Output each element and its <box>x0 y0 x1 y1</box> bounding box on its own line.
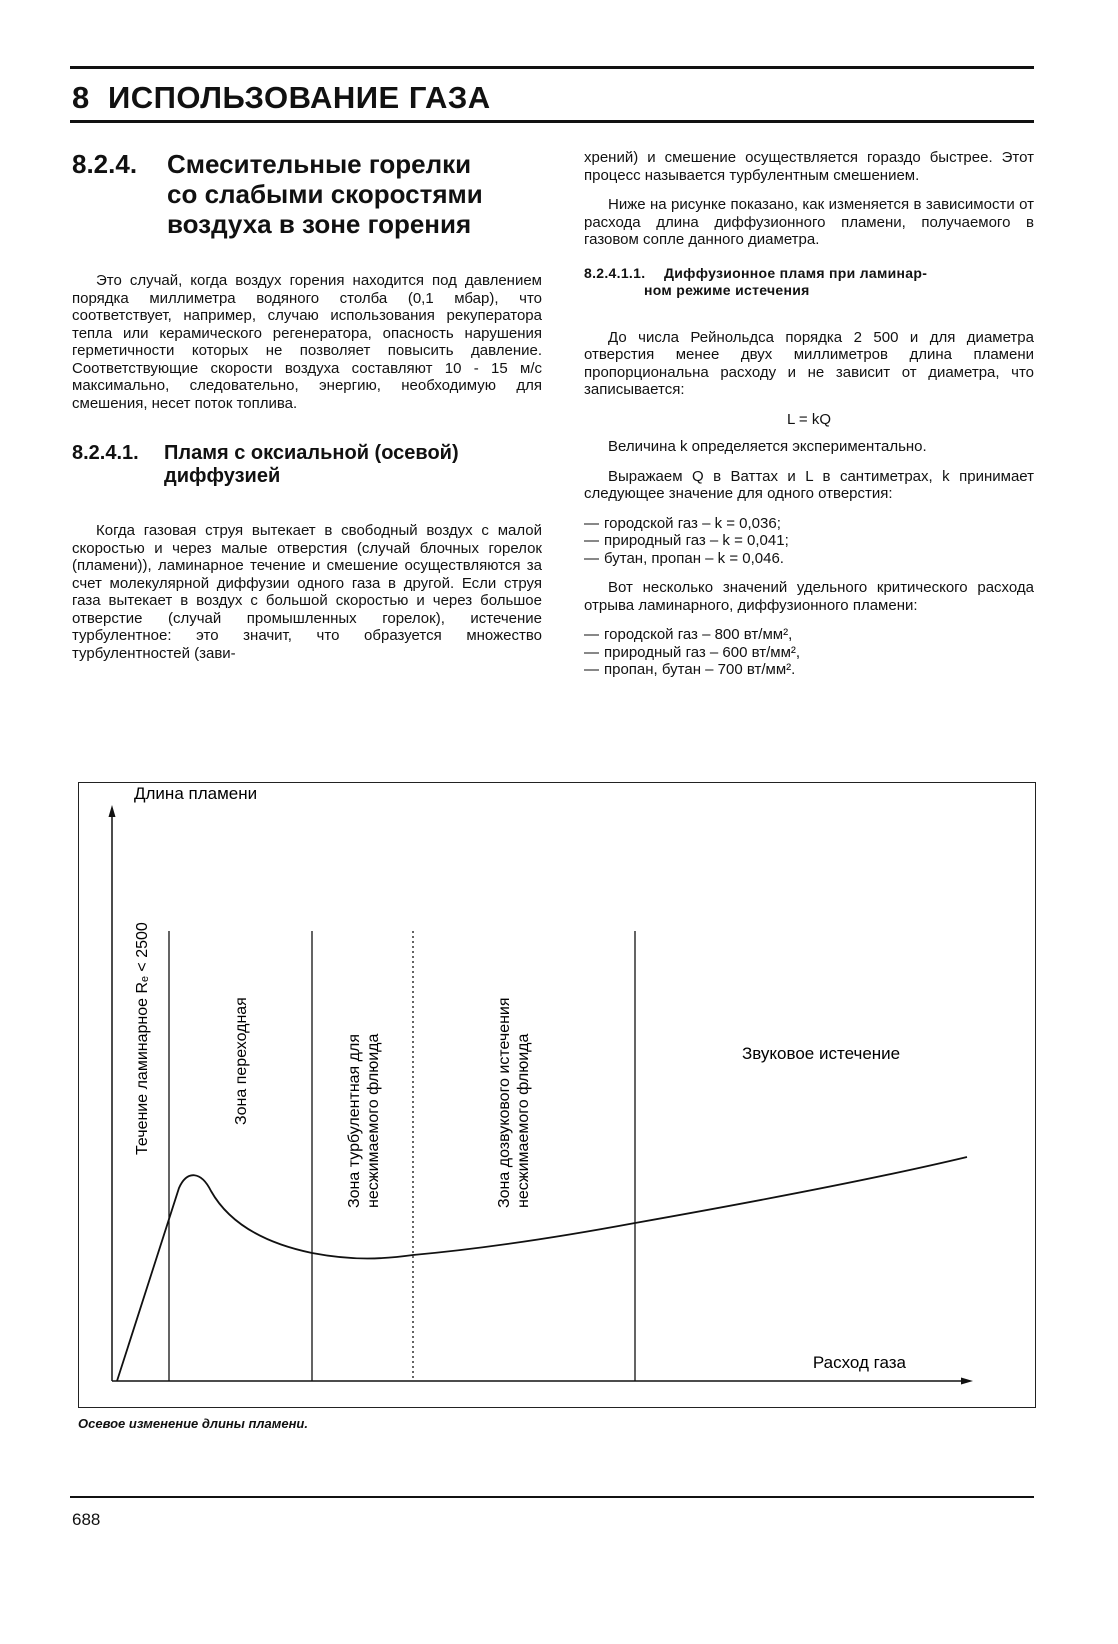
zone-label-laminar: Течение ламинарное Rₑ < 2500 <box>134 922 151 1155</box>
flame-length-diagram <box>79 783 1035 1407</box>
paragraph: Величина k определяется экспериментально. <box>608 438 927 455</box>
list-item: — пропан, бутан – 700 вт/мм². <box>584 661 1034 679</box>
coefficient-list <box>584 515 1034 568</box>
list-item: — бутан, пропан – k = 0,046. <box>584 550 1034 568</box>
section-title-line: со слабыми скоростями <box>167 179 483 209</box>
zone-label-subsonic-line2: несжимаемого флюида <box>515 1033 532 1208</box>
y-axis-label: Длина пламени <box>134 784 258 803</box>
subsubsection-number: 8.2.4.1.1. <box>584 264 646 281</box>
section-heading <box>72 149 542 239</box>
subsubsection-title-line: ном режиме истечения <box>644 281 810 298</box>
subsection-heading <box>72 442 542 488</box>
zone-label-turbulent-line1: Зона турбулентная для <box>346 1033 363 1208</box>
paragraph: хрений) и смешение осуществляется гораздо быстрее. Этот процесс называется турбулентным смешением. <box>584 149 1034 184</box>
zone-label-subsonic-line1: Зона дозвукового истечения <box>496 997 513 1208</box>
top-rule <box>70 66 1034 69</box>
left-column <box>72 272 542 674</box>
section-title <box>167 149 542 239</box>
right-column <box>584 149 1034 691</box>
zone-label-transition: Зона переходная <box>233 997 250 1125</box>
bottom-rule <box>70 1496 1034 1498</box>
section-title-line: воздуха в зоне горения <box>167 209 472 239</box>
list-item: — городской газ – 800 вт/мм², <box>584 626 1034 644</box>
chapter-title: ИСПОЛЬЗОВАНИЕ ГАЗА <box>107 80 491 115</box>
subsection-title-line: диффузией <box>164 465 281 487</box>
subsection-title-line: Пламя с оксиальной (осевой) <box>164 442 459 464</box>
section-number: 8.2.4. <box>72 149 138 179</box>
critical-flow-list <box>584 626 1034 679</box>
zone-label-turbulent-line2: несжимаемого флюида <box>365 1033 382 1208</box>
page-number: 688 <box>72 1510 101 1529</box>
list-item: — природный газ – k = 0,041; <box>584 532 1034 550</box>
subsubsection-heading <box>584 265 1034 299</box>
subsection-number: 8.2.4.1. <box>72 442 139 464</box>
paragraph: Это случай, когда воздух горения находится под давлением порядка миллиметра водяного столба (0,1 мбар), что соответствует, например, случаю использования рекуператора тепла или керамического регенератора, опасность нарушения герметичности которых не позволяет повысить давление. Соответствующие скорости воздуха составляют 10 - 15 м/с максимально, следовательно, энергию, необходимую для смешения, несет поток топлива. <box>72 272 542 412</box>
flame-length-curve <box>117 1157 967 1381</box>
chapter-rule <box>70 120 1034 123</box>
section-title-line: Смесительные горелки <box>167 149 472 179</box>
figure-caption: Осевое изменение длины пламени. <box>78 1416 308 1431</box>
paragraph: Выражаем Q в Ваттах и L в сантиметрах, k принимает следующее значение для одного отверстия: <box>584 467 1034 502</box>
chapter-number: 8 <box>72 80 90 115</box>
paragraph: Вот несколько значений удельного критического расхода отрыва ламинарного, диффузионного пламени: <box>584 579 1034 614</box>
subsubsection-title-line: Диффузионное пламя при ламинар- <box>664 264 928 281</box>
paragraph: Когда газовая струя вытекает в свободный воздух с малой скоростью и через малые отверстия (случай блочных горелок (пламени)), ламинарное течение и смешение осуществляются за счет молекулярной диффузии одного газа в другой. Если струя газа вытекает в воздух с большой скоростью и через большое отверстие (случай промышленных горелок), истечение турбулентное: это значит, что образуется множество турбулентностей (зави- <box>72 522 542 662</box>
paragraph: Ниже на рисунке показано, как изменяется в зависимости от расхода длина диффузионного пламени, получаемого в газовом сопле данного диаметра. <box>584 196 1034 248</box>
y-axis-arrow <box>109 805 116 817</box>
x-axis-arrow <box>961 1378 973 1385</box>
x-axis-label: Расход газа <box>812 1353 906 1372</box>
paragraph: До числа Рейнольдса порядка 2 500 и для диаметра отверстия менее двух миллиметров длина пламени пропорциональна расходу и не зависит от диаметра, что записывается: <box>584 328 1034 398</box>
figure-frame <box>78 782 1036 1408</box>
list-item: — городской газ – k = 0,036; <box>584 515 1034 533</box>
chapter-heading <box>72 80 491 116</box>
zone-label-sonic: Звуковое истечение <box>742 1044 901 1063</box>
formula: L = kQ <box>786 410 832 428</box>
list-item: — природный газ – 600 вт/мм², <box>584 644 1034 662</box>
